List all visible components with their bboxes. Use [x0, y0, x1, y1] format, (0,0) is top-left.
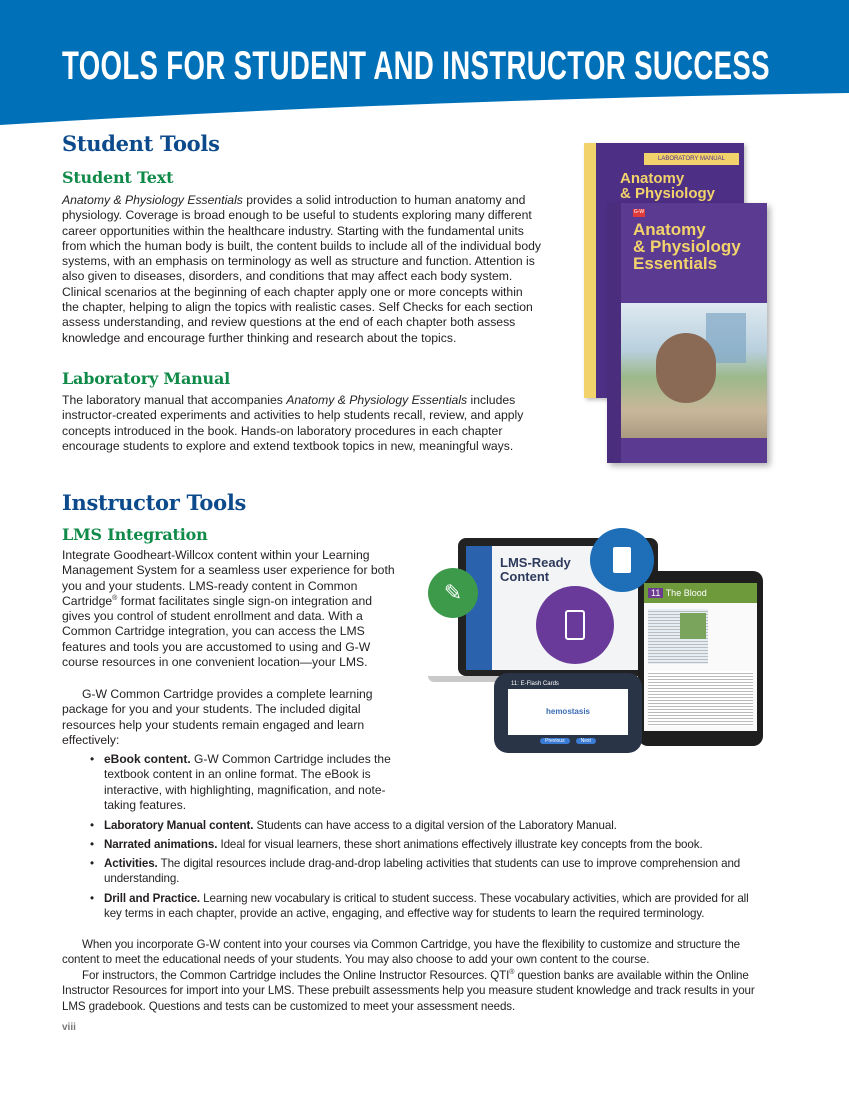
- tablet-title: The Blood: [665, 588, 707, 598]
- closing-paragraph-1: When you incorporate G-W content into your courses via Common Cartridge, you have the flexibility to customize and structure the content to meet the educational needs of your students. You may also choose to add your own content to the course.: [62, 938, 741, 967]
- closing2-text-b: question banks are available within the Online Instructor Resources for import into your LMS. These prebuilt assessments help you measure student knowledge and track results in your LMS gradebook. Questions and tests can be customized to meet your assessment needs.: [62, 969, 755, 1013]
- tablet-touch-icon: [536, 586, 614, 664]
- bullet-text: The digital resources include drag-and-drop labeling activities that students can use to improve comprehension and understanding.: [104, 857, 741, 886]
- pencil-icon: ✎: [428, 568, 478, 618]
- registered-mark: ®: [509, 969, 515, 976]
- lab-manual-paragraph: [62, 393, 530, 454]
- bullet-text: Students can have access to a digital version of the Laboratory Manual.: [253, 819, 617, 832]
- cartridge-paragraph: G-W Common Cartridge provides a complete learning package for you and your students. The included digital resources help your students remain engaged and learn effectively:: [62, 687, 373, 747]
- bullet-text: Ideal for visual learners, these short animations effectively illustrate key concepts from the book.: [217, 838, 703, 851]
- cover-title-1: Anatomy: [633, 220, 706, 239]
- subheading-student-text: Student Text: [62, 168, 174, 187]
- publisher-logo: G-W: [633, 209, 645, 215]
- lab-body-end: includes instructor-created experiments and activities to help students recall, review, and apply concepts introduced in the book. Hands-on laboratory procedures in each chapter encourage students to explore and extend textbook topics in new, meaningful ways.: [62, 393, 524, 453]
- subheading-lms-integration: LMS Integration: [62, 525, 208, 544]
- lms-text-a: Integrate Goodheart-Willcox content within your Learning Management System for a seamless user experience for both you and your students. LMS-ready content in Common Cartridge: [62, 548, 395, 608]
- phone: [494, 673, 642, 753]
- section-heading-instructor-tools: Instructor Tools: [62, 490, 247, 515]
- book-title: Anatomy & Physiology Essentials: [62, 193, 243, 207]
- previous-button: Previous: [540, 738, 569, 744]
- bullet-text: G-W Common Cartridge includes the textbook content in an online format. The eBook is interactive, with highlighting, magnification, and note-taking features.: [104, 752, 391, 812]
- page-number: viii: [62, 1022, 76, 1033]
- lab-cover-title-1: Anatomy: [620, 170, 685, 187]
- next-button: Next: [576, 738, 596, 744]
- devices-image: [428, 528, 763, 753]
- closing-paragraph-2: [62, 968, 774, 1014]
- cover-photo: [621, 303, 767, 438]
- lab-cover-title-2: & Physiology: [620, 185, 716, 202]
- bullet-text: Learning new vocabulary is critical to student success. These vocabulary activities, which are provided for all key terms in each chapter, provide an active, engaging, and effective way for students to learn the required terminology.: [104, 892, 749, 921]
- registered-mark: ®: [112, 594, 118, 602]
- bullet-term: Activities.: [104, 857, 158, 870]
- book-icon: [590, 528, 654, 592]
- page-title: TOOLS FOR STUDENT AND INSTRUCTOR SUCCESS: [62, 44, 770, 88]
- bullet-term: eBook content.: [104, 752, 191, 766]
- subheading-laboratory-manual: Laboratory Manual: [62, 369, 231, 388]
- lms-text-b: format facilitates single sign-on integration and gives you control of student enrollment and data. With a Common Cartridge integration, you can access the LMS features and tools you are accustomed to using and G-W course resources in one convenient location—your LMS.: [62, 593, 373, 670]
- bullet-term: Drill and Practice.: [104, 892, 201, 905]
- student-text-paragraph: [62, 193, 542, 346]
- flash-card-word: hemostasis: [545, 707, 591, 716]
- book-title: Anatomy & Physiology Essentials: [286, 393, 468, 407]
- cover-title-3: Essentials: [633, 254, 718, 273]
- book-covers-image: [567, 135, 772, 465]
- student-text-body: provides a solid introduction to human anatomy and physiology. Coverage is broad enough to be useful to students exploring many different career opportunities within the healthcare industry. Starting with the fundamental units from which the human body is built, the content builds to include all of the individual body systems, with an emphasis on terminology as well as structure and function. Attention is also given to diseases, disorders, and conditions that may affect each body system. Clinical scenarios at the beginning of each chapter apply one or more concepts within the chapter, helping to align the topics with realistic cases. Self Checks for each section assess understanding, and review questions at the end of each chapter both assess knowledge and encourage further thinking and research about the topics.: [62, 193, 541, 345]
- tablet: [638, 571, 763, 746]
- list-item: • Laboratory Manual content. Students can have access to a digital version of the Laboratory Manual.: [90, 819, 617, 832]
- section-heading-student-tools: Student Tools: [62, 131, 220, 156]
- closing2-text-a: For instructors, the Common Cartridge includes the Online Instructor Resources. QTI: [82, 969, 510, 982]
- list-item: • eBook content. G-W Common Cartridge includes the textbook content in an online format. The eBook is interactive, with highlighting, magnification, and note-taking features.: [90, 752, 391, 812]
- laptop-title: LMS-Ready Content: [500, 555, 571, 584]
- lab-manual-banner: LABORATORY MANUAL: [644, 153, 739, 165]
- list-item: • Narrated animations. Ideal for visual learners, these short animations effectively illustrate key concepts from the book.: [90, 838, 703, 851]
- tablet-chapter: 11: [648, 588, 663, 598]
- bullet-term: Laboratory Manual content.: [104, 819, 254, 832]
- flash-card-header: 11: E-Flash Cards: [508, 679, 628, 689]
- cover-title-2: & Physiology: [633, 237, 741, 256]
- lms-paragraph: [62, 548, 397, 670]
- textbook-cover: [607, 203, 767, 463]
- list-item: • Drill and Practice. Learning new vocabulary is critical to student success. These vocabulary activities, which are provided for all key terms in each chapter, provide an active, engaging, and effective way for students to learn the required terminology.: [90, 892, 749, 921]
- bullet-term: Narrated animations.: [104, 838, 218, 851]
- list-item: • Activities. The digital resources include drag-and-drop labeling activities that students can use to improve comprehension and understanding.: [90, 857, 741, 886]
- lab-body-start: The laboratory manual that accompanies: [62, 393, 287, 407]
